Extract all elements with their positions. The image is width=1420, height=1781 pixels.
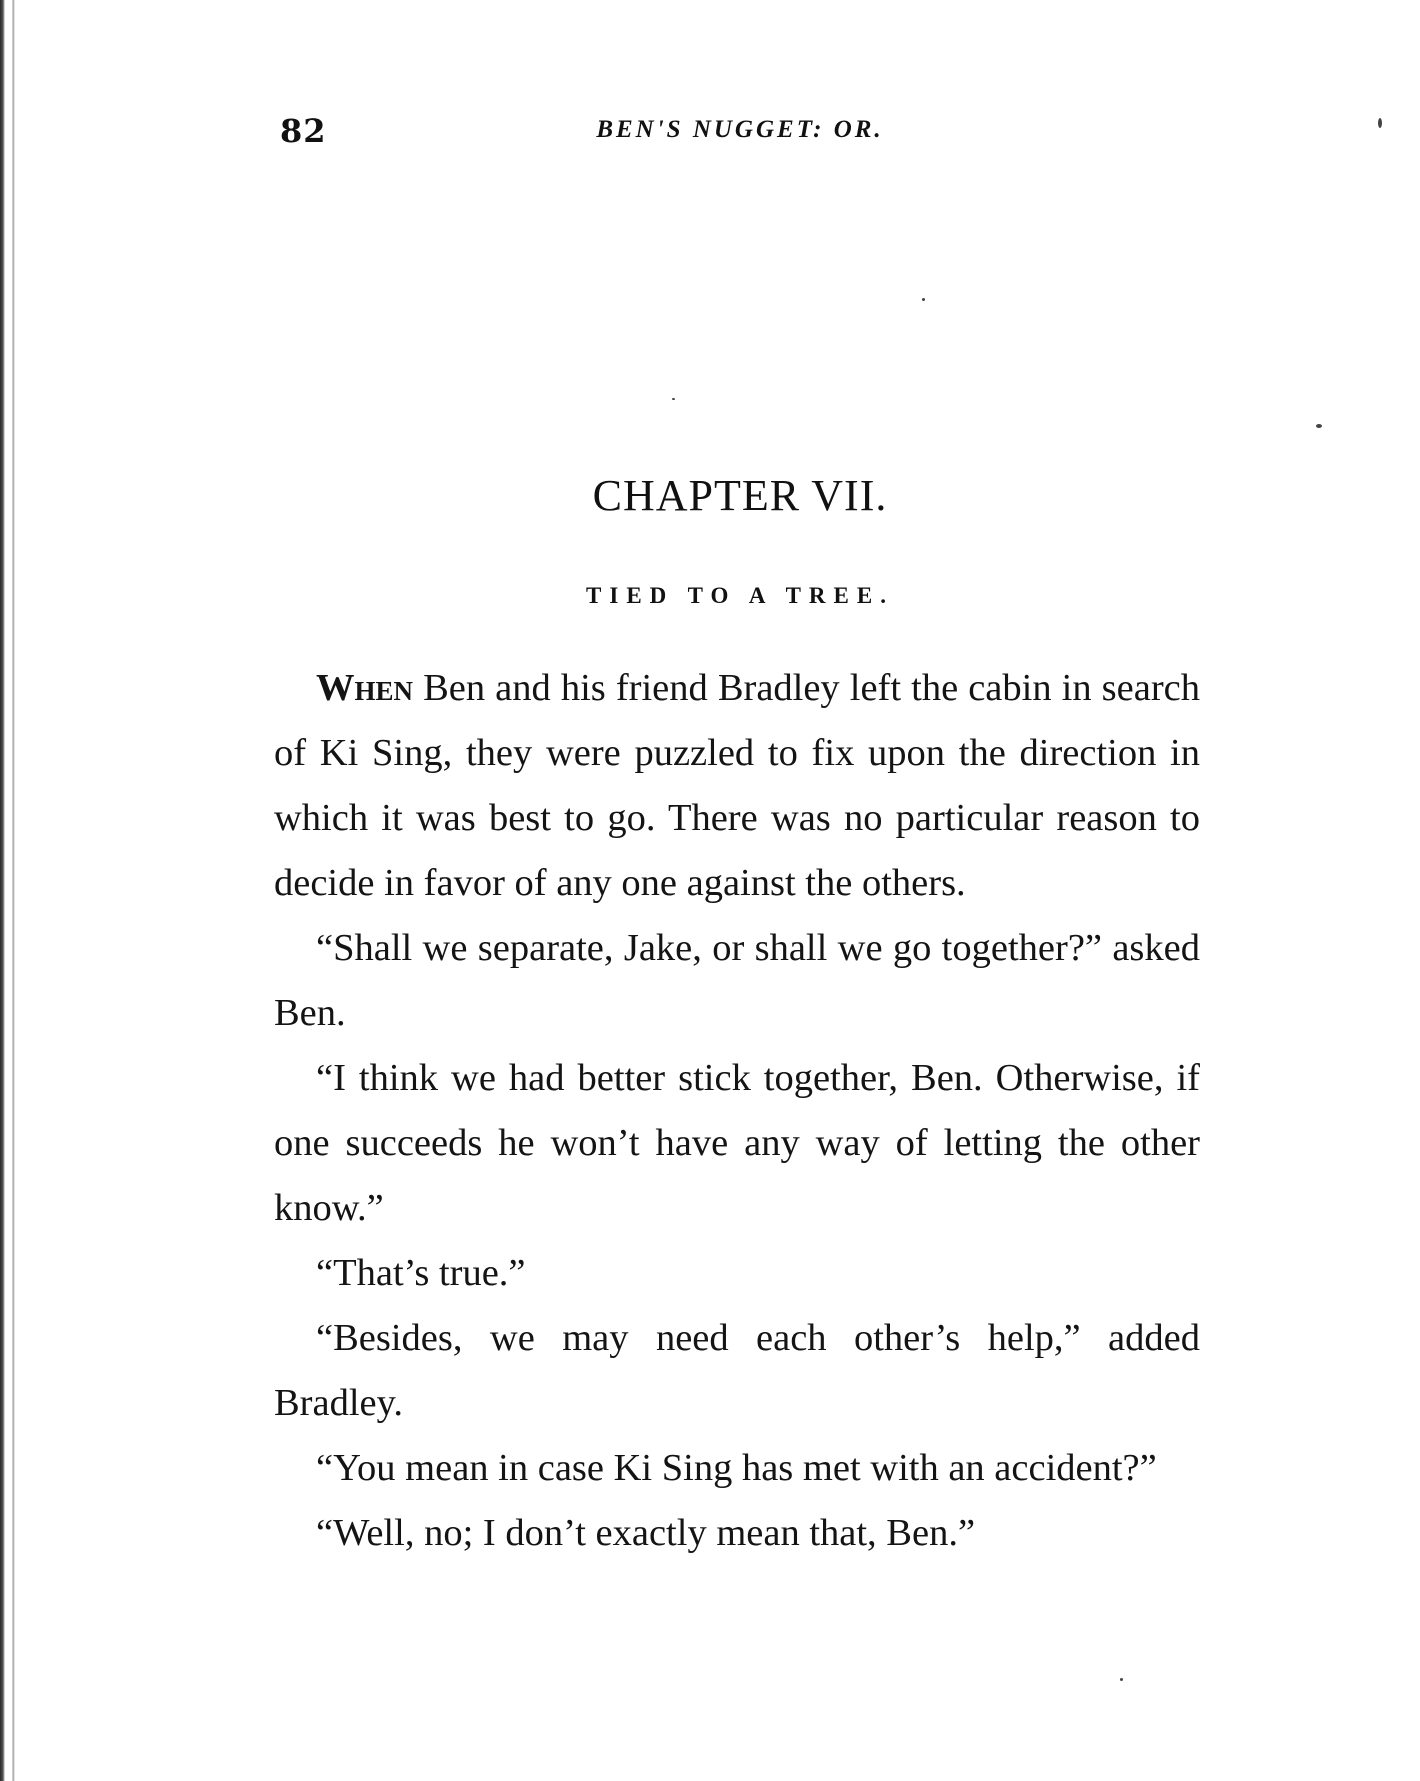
paragraph-6: “You mean in case Ki Sing has met with an accident?” — [316, 1447, 1157, 1489]
chapter-subtitle: TIED TO A TREE. — [586, 583, 894, 608]
chapter-title: CHAPTER VII. — [592, 471, 888, 520]
paragraph-3: “I think we had better stick together, Ben. Otherwise, if one succeeds he won’t have any way of letting the other know.” — [274, 1057, 1200, 1229]
paragraph-7: “Well, no; I don’t exactly mean that, Ben.” — [316, 1512, 976, 1554]
running-title: BEN'S NUGGET: OR. — [596, 116, 884, 143]
paragraph-5: “Besides, we may need each other’s help,” added Bradley. — [274, 1317, 1200, 1424]
paragraph-text: Ben and his friend Bradley left the cabin in search of Ki Sing, they were puzzled to fix upon the direction in which it was best to go. There was no particular reason to decide in favor of any one against the others. — [274, 667, 1200, 904]
paragraph-4: “That’s true.” — [316, 1252, 526, 1294]
scan-speck — [1316, 424, 1322, 428]
book-spine-edge — [0, 0, 22, 1781]
scan-speck — [1378, 118, 1382, 128]
page-number: 82 — [280, 112, 327, 150]
body-text — [274, 656, 1200, 1566]
paragraph-1 — [274, 656, 1200, 916]
scan-speck — [672, 398, 675, 400]
scan-speck — [922, 298, 925, 301]
paragraph-lead-word: When — [316, 667, 414, 709]
scan-speck — [1120, 1678, 1123, 1681]
paragraph-2: “Shall we separate, Jake, or shall we go together?” asked Ben. — [274, 927, 1200, 1034]
running-head — [280, 112, 1280, 152]
